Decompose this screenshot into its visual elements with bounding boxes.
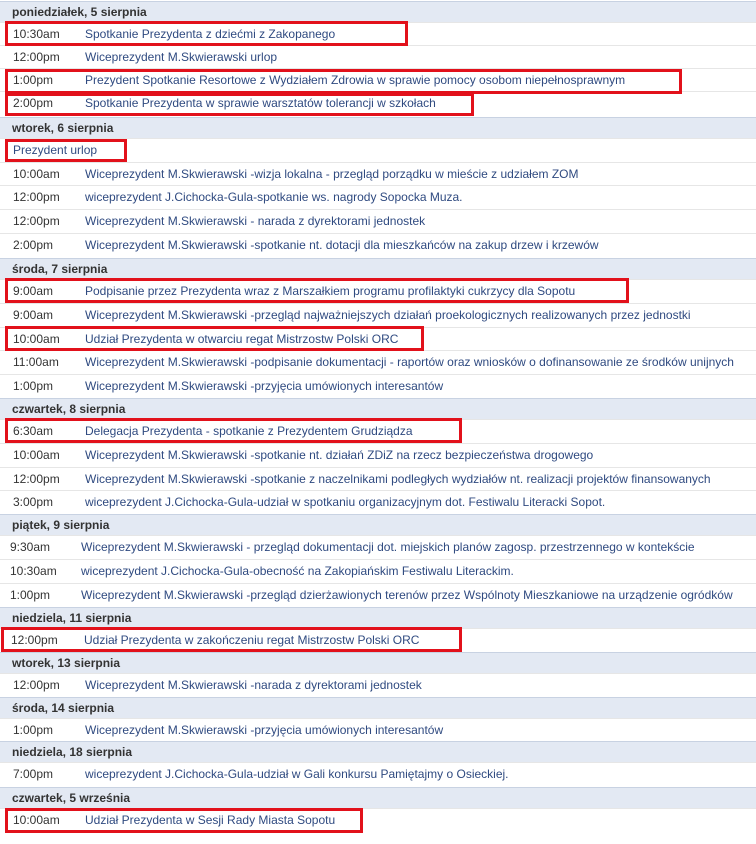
event-row[interactable] — [0, 535, 756, 558]
event-time: 12:00pm — [13, 472, 60, 486]
event-row[interactable] — [0, 162, 756, 185]
event-title-link[interactable]: wiceprezydent J.Cichocka-Gula-udział w spotkaniu organizacyjnym dot. Festiwalu Literacki Sopot. — [85, 495, 606, 509]
event-title-link[interactable]: Wiceprezydent M.Skwierawski -przegląd dzierżawionych terenów przez Wspólnoty Mieszkaniowe na urządzenie ogródków — [81, 588, 733, 602]
event-title-link[interactable]: Udział Prezydenta w Sesji Rady Miasta Sopotu — [85, 813, 336, 827]
event-row[interactable] — [0, 374, 756, 397]
event-title-link[interactable]: Udział Prezydenta w otwarciu regat Mistrzostw Polski ORC — [85, 332, 399, 346]
event-time: 1:00pm — [13, 379, 54, 393]
event-time: 11:00am — [13, 355, 59, 369]
day-header: niedziela, 11 sierpnia — [0, 607, 756, 628]
event-title-link[interactable]: Wiceprezydent M.Skwierawski -przyjęcia umówionych interesantów — [85, 379, 444, 393]
event-time: 2:00pm — [13, 96, 54, 110]
day-header: czwartek, 5 września — [0, 787, 756, 808]
event-row[interactable] — [0, 138, 756, 161]
event-time: 7:00pm — [13, 767, 54, 781]
event-title-link[interactable]: Wiceprezydent M.Skwierawski urlop — [85, 50, 278, 64]
event-time: 9:30am — [10, 540, 51, 554]
event-title-link[interactable]: Prezydent Spotkanie Resortowe z Wydziałem Zdrowia w sprawie pomocy osobom niepełnosprawnym — [85, 73, 626, 87]
event-row[interactable] — [0, 673, 756, 696]
event-time: 2:00pm — [13, 238, 54, 252]
event-time: 9:00am — [13, 284, 54, 298]
event-title-link[interactable]: wiceprezydent J.Cichocka-Gula-obecność na Zakopiańskim Festiwalu Literackim. — [81, 564, 514, 578]
event-row[interactable] — [0, 303, 756, 326]
event-row[interactable] — [0, 467, 756, 490]
event-title-link[interactable]: Spotkanie Prezydenta z dziećmi z Zakopanego — [85, 27, 336, 41]
event-time: 1:00pm — [13, 723, 54, 737]
event-time: 1:00pm — [10, 588, 51, 602]
event-time: 10:00am — [13, 332, 60, 346]
event-title-link[interactable]: Wiceprezydent M.Skwierawski -podpisanie dokumentacji - raportów oraz wniosków o dofinansowanie ze środków unijnych — [85, 355, 734, 369]
day-header: piątek, 9 sierpnia — [0, 514, 756, 535]
event-title-link[interactable]: Wiceprezydent M.Skwierawski -narada z dyrektorami jednostek — [85, 678, 422, 692]
event-row[interactable] — [0, 490, 756, 513]
event-title-link[interactable]: Wiceprezydent M.Skwierawski - przegląd dokumentacji dot. miejskich planów zagosp. przestrzennego w kontekście — [81, 540, 695, 554]
event-title-link[interactable]: Wiceprezydent M.Skwierawski -spotkanie nt. działań ZDiZ na rzecz bezpieczeństwa drogowego — [85, 448, 594, 462]
event-title-link[interactable]: Prezydent urlop — [13, 143, 98, 157]
event-title-link[interactable]: Wiceprezydent M.Skwierawski -przyjęcia umówionych interesantów — [85, 723, 444, 737]
event-row[interactable] — [0, 628, 756, 651]
event-row[interactable] — [0, 68, 756, 91]
event-title-link[interactable]: wiceprezydent J.Cichocka-Gula-spotkanie ws. nagrody Sopocka Muza. — [85, 190, 463, 204]
event-row[interactable] — [0, 443, 756, 466]
event-row[interactable] — [0, 209, 756, 232]
event-row[interactable] — [0, 718, 756, 741]
event-row[interactable] — [0, 559, 756, 582]
event-row[interactable] — [0, 583, 756, 606]
day-header: niedziela, 18 sierpnia — [0, 741, 756, 762]
event-row[interactable] — [0, 233, 756, 256]
event-time: 10:30am — [13, 27, 60, 41]
event-title-link[interactable]: Wiceprezydent M.Skwierawski -przegląd najważniejszych działań proekologicznych realizowanych przez jednostki — [85, 308, 691, 322]
event-title-link[interactable]: Wiceprezydent M.Skwierawski -spotkanie z naczelnikami podległych wydziałów nt. realizacji projektów finansowanych — [85, 472, 711, 486]
event-time: 12:00pm — [13, 190, 60, 204]
event-title-link[interactable]: Wiceprezydent M.Skwierawski -wizja lokalna - przegląd porządku w mieście z udziałem ZOM — [85, 167, 579, 181]
event-time: 12:00pm — [13, 214, 60, 228]
event-title-link[interactable]: wiceprezydent J.Cichocka-Gula-udział w Gali konkursu Pamiętajmy o Osieckiej. — [85, 767, 509, 781]
event-title-link[interactable]: Wiceprezydent M.Skwierawski - narada z dyrektorami jednostek — [85, 214, 426, 228]
event-row[interactable] — [0, 419, 756, 442]
event-title-link[interactable]: Wiceprezydent M.Skwierawski -spotkanie nt. dotacji dla mieszkańców na zakup drzew i krzewów — [85, 238, 599, 252]
event-time: 12:00pm — [11, 633, 58, 647]
day-header: wtorek, 6 sierpnia — [0, 117, 756, 138]
day-header: wtorek, 13 sierpnia — [0, 652, 756, 673]
day-header: środa, 14 sierpnia — [0, 697, 756, 718]
event-title-link[interactable]: Spotkanie Prezydenta w sprawie warsztatów tolerancji w szkołach — [85, 96, 436, 110]
event-time: 10:00am — [13, 813, 60, 827]
event-time: 10:00am — [13, 448, 60, 462]
event-time: 1:00pm — [13, 73, 54, 87]
event-row[interactable] — [0, 327, 756, 350]
event-time: 6:30am — [13, 424, 54, 438]
day-header: czwartek, 8 sierpnia — [0, 398, 756, 419]
event-row[interactable] — [0, 350, 756, 373]
event-time: 9:00am — [13, 308, 54, 322]
event-title-link[interactable]: Udział Prezydenta w zakończeniu regat Mistrzostw Polski ORC — [84, 633, 420, 647]
day-header: poniedziałek, 5 sierpnia — [0, 1, 756, 22]
event-time: 10:30am — [10, 564, 57, 578]
event-row[interactable] — [0, 762, 756, 785]
event-title-link[interactable]: Podpisanie przez Prezydenta wraz z Marszałkiem programu profilaktyki cukrzycy dla Sopotu — [85, 284, 576, 298]
event-time: 12:00pm — [13, 50, 60, 64]
event-row[interactable] — [0, 279, 756, 302]
event-row[interactable] — [0, 91, 756, 114]
event-time: 12:00pm — [13, 678, 60, 692]
event-time: 10:00am — [13, 167, 60, 181]
event-time: 3:00pm — [13, 495, 54, 509]
event-title-link[interactable]: Delegacja Prezydenta - spotkanie z Prezydentem Grudziądza — [85, 424, 413, 438]
day-header: środa, 7 sierpnia — [0, 258, 756, 279]
event-row[interactable] — [0, 185, 756, 208]
event-row[interactable] — [0, 808, 756, 831]
event-row[interactable] — [0, 45, 756, 68]
event-row[interactable] — [0, 22, 756, 45]
